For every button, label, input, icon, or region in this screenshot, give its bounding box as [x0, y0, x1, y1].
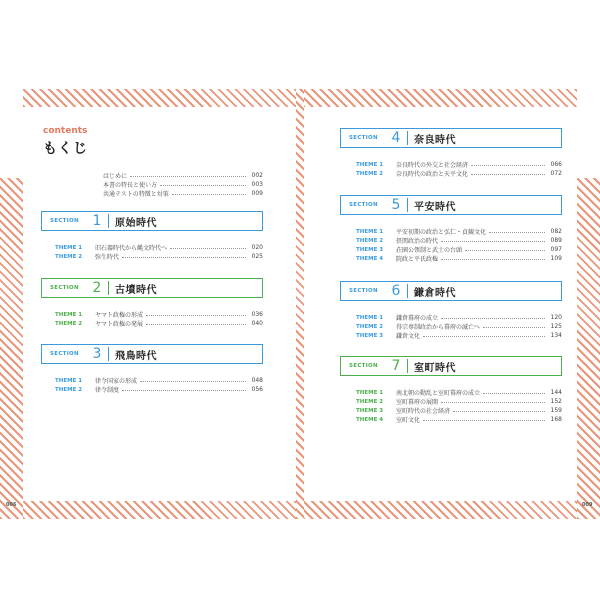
leader-dots: [465, 250, 545, 251]
section-header-6[interactable]: [340, 281, 562, 301]
toc-row[interactable]: [356, 160, 562, 169]
page-title: もくじ: [43, 141, 88, 157]
leader-dots: [471, 174, 545, 175]
toc-page: 003: [251, 181, 263, 188]
section-label: SECTION: [349, 288, 378, 294]
theme-label: THEME 3: [356, 407, 384, 414]
theme-label: THEME 2: [356, 170, 384, 177]
theme-label: THEME 1: [356, 389, 384, 396]
leader-dots: [489, 232, 545, 233]
toc-page: 048: [251, 377, 263, 384]
section-label: SECTION: [50, 351, 79, 357]
toc-title: 南北朝の動乱と室町幕府の成立: [396, 390, 481, 397]
toc-page: 009: [251, 190, 263, 197]
contents-label: contents: [43, 126, 88, 136]
section-header-5[interactable]: [340, 195, 562, 215]
section-number: 5: [391, 197, 401, 213]
leader-dots: [423, 336, 545, 337]
toc-page: 134: [550, 332, 562, 339]
theme-label: THEME 1: [55, 311, 83, 318]
leader-dots: [483, 393, 545, 394]
section-name: 鎌倉時代: [414, 287, 456, 299]
section-number: 1: [92, 213, 102, 229]
theme-label: THEME 1: [356, 161, 384, 168]
leader-dots: [441, 402, 545, 403]
toc-row[interactable]: [356, 227, 562, 236]
section-label: SECTION: [349, 202, 378, 208]
theme-label: THEME 3: [356, 246, 384, 253]
toc-page: 109: [550, 255, 562, 262]
toc-row[interactable]: [55, 385, 263, 394]
toc-page: 125: [550, 323, 562, 330]
toc-title: 室町文化: [396, 417, 421, 424]
toc-page: 089: [550, 237, 562, 244]
leader-dots: [453, 411, 545, 412]
toc-page: 036: [251, 311, 263, 318]
toc-page: 168: [550, 416, 562, 423]
toc-row[interactable]: [356, 388, 562, 397]
toc-title: 得宗専制政治から幕府の滅亡へ: [396, 324, 481, 331]
toc-page: 002: [251, 172, 263, 179]
toc-row[interactable]: [103, 189, 263, 198]
page-number-right: 009: [582, 502, 593, 508]
section-number: 6: [391, 283, 401, 299]
theme-label: THEME 4: [356, 255, 384, 262]
page-number-left: 006: [6, 502, 17, 508]
leader-dots: [122, 390, 246, 391]
toc-row[interactable]: [356, 322, 562, 331]
section-divider: [108, 281, 109, 295]
toc-page: 066: [550, 161, 562, 168]
theme-label: THEME 3: [356, 332, 384, 339]
leader-dots: [423, 420, 545, 421]
section-divider: [407, 198, 408, 212]
leader-dots: [483, 327, 545, 328]
toc-row[interactable]: [356, 331, 562, 340]
theme-label: THEME 2: [55, 386, 83, 393]
toc-page: 144: [550, 389, 562, 396]
section-number: 7: [391, 358, 401, 374]
toc-page: 120: [550, 314, 562, 321]
toc-title: ヤマト政権の形成: [95, 312, 144, 319]
toc-title: 室町時代の社会経済: [396, 408, 451, 415]
leader-dots: [122, 257, 246, 258]
theme-label: THEME 4: [356, 416, 384, 423]
section-number: 2: [92, 280, 102, 296]
section-divider: [407, 359, 408, 373]
leader-dots: [130, 176, 246, 177]
toc-row[interactable]: [356, 254, 562, 263]
section-divider: [108, 214, 109, 228]
toc-row[interactable]: [55, 252, 263, 261]
toc-title: 本書の特長と使い方: [103, 182, 158, 189]
toc-title: 弥生時代: [95, 254, 120, 261]
leader-dots: [146, 324, 246, 325]
toc-title: 院政と平氏政権: [396, 256, 439, 263]
section-name: 室町時代: [414, 362, 456, 374]
toc-page: 056: [251, 386, 263, 393]
stripe-band-right: [577, 178, 600, 519]
toc-row[interactable]: [356, 406, 562, 415]
toc-title: 摂関政治の時代: [396, 238, 439, 245]
toc-title: 荘園公領制と武士の台頭: [396, 247, 463, 254]
toc-title: はじめに: [103, 173, 128, 180]
theme-label: THEME 1: [55, 377, 83, 384]
toc-page: 159: [550, 407, 562, 414]
theme-label: THEME 2: [356, 237, 384, 244]
section-divider: [407, 284, 408, 298]
leader-dots: [441, 241, 545, 242]
toc-page: 020: [251, 244, 263, 251]
toc-row[interactable]: [356, 236, 562, 245]
toc-row[interactable]: [55, 243, 263, 252]
section-name: 飛鳥時代: [115, 350, 157, 362]
section-header-1[interactable]: [41, 211, 263, 231]
theme-label: THEME 2: [55, 320, 83, 327]
toc-title: 律令制度: [95, 387, 120, 394]
leader-dots: [160, 185, 246, 186]
toc-row[interactable]: [55, 310, 263, 319]
stripe-band-left: [0, 178, 23, 519]
section-divider: [108, 347, 109, 361]
section-header-2[interactable]: [41, 278, 263, 298]
leader-dots: [146, 315, 246, 316]
leader-dots: [471, 165, 545, 166]
toc-row[interactable]: [55, 319, 263, 328]
toc-page: 040: [251, 320, 263, 327]
leader-dots: [441, 318, 545, 319]
leader-dots: [172, 194, 246, 195]
section-name: 平安時代: [414, 201, 456, 213]
theme-label: THEME 2: [356, 323, 384, 330]
left-page: [23, 107, 296, 501]
toc-page: 152: [550, 398, 562, 405]
stripe-spine: [296, 89, 304, 519]
section-label: SECTION: [50, 218, 79, 224]
toc-row[interactable]: [356, 313, 562, 322]
section-name: 奈良時代: [414, 134, 456, 146]
section-header-7[interactable]: [340, 356, 562, 376]
toc-title: 共通テストの特徴と対策: [103, 191, 169, 198]
toc-page: 025: [251, 253, 263, 260]
section-name: 古墳時代: [115, 284, 157, 296]
section-label: SECTION: [349, 363, 378, 369]
theme-label: THEME 2: [55, 253, 83, 260]
toc-title: 律令国家の形成: [95, 378, 138, 385]
toc-page: 082: [550, 228, 562, 235]
toc-title: 鎌倉文化: [396, 333, 421, 340]
toc-row[interactable]: [103, 171, 263, 180]
theme-label: THEME 2: [356, 398, 384, 405]
theme-label: THEME 1: [356, 314, 384, 321]
leader-dots: [441, 259, 545, 260]
section-label: SECTION: [349, 135, 378, 141]
toc-title: 平安初期の政治と弘仁・貞観文化: [396, 229, 487, 236]
toc-row[interactable]: [55, 376, 263, 385]
theme-label: THEME 1: [356, 228, 384, 235]
toc-page: 072: [550, 170, 562, 177]
toc-row[interactable]: [356, 397, 562, 406]
toc-title: 旧石器時代から縄文時代へ: [95, 245, 168, 252]
toc-title: 鎌倉幕府の成立: [396, 315, 439, 322]
toc-row[interactable]: [103, 180, 263, 189]
toc-row[interactable]: [356, 169, 562, 178]
leader-dots: [140, 381, 246, 382]
section-header-4[interactable]: [340, 128, 562, 148]
toc-title: 奈良時代の政治と天平文化: [396, 171, 469, 178]
toc-page: 097: [550, 246, 562, 253]
toc-title: ヤマト政権の発展: [95, 321, 144, 328]
toc-row[interactable]: [356, 245, 562, 254]
toc-row[interactable]: [356, 415, 562, 424]
theme-label: THEME 1: [55, 244, 83, 251]
section-number: 3: [92, 346, 102, 362]
toc-title: 奈良時代の外交と社会経済: [396, 162, 469, 169]
section-label: SECTION: [50, 285, 79, 291]
right-page: [304, 107, 577, 501]
section-name: 原始時代: [115, 217, 157, 229]
section-number: 4: [391, 130, 401, 146]
leader-dots: [170, 248, 246, 249]
toc-title: 室町幕府の展開: [396, 399, 439, 406]
section-divider: [407, 131, 408, 145]
section-header-3[interactable]: [41, 344, 263, 364]
